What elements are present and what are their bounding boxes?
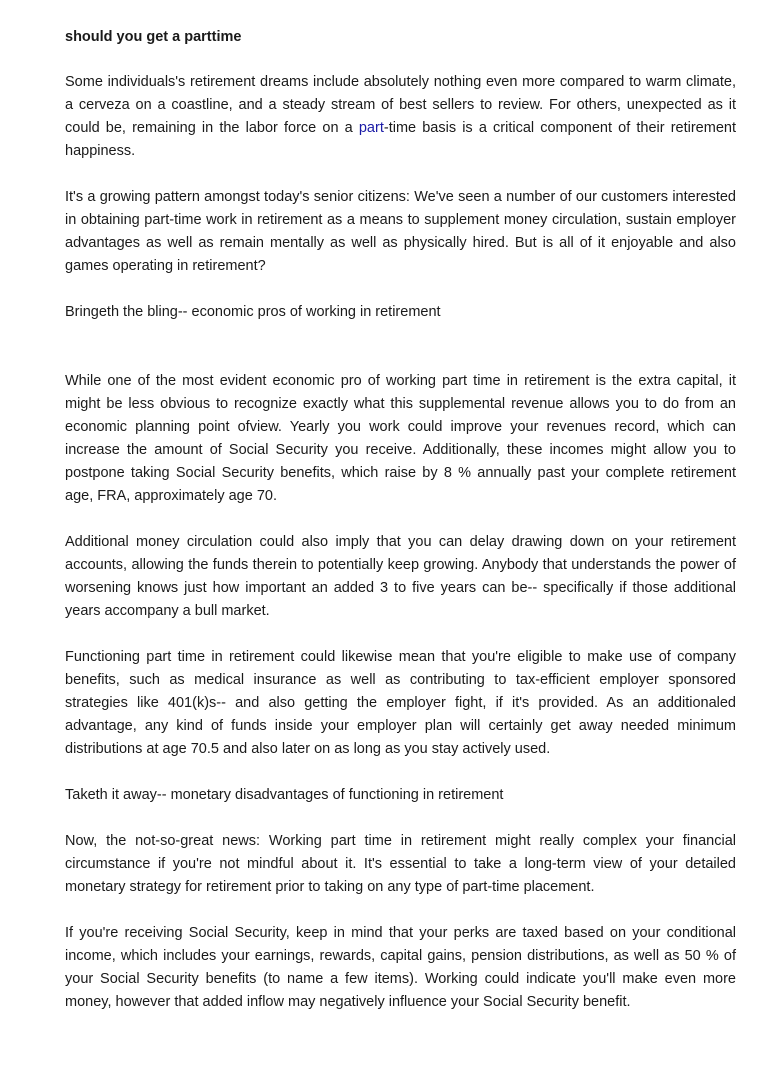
document-page	[65, 26, 736, 1014]
paragraph-7: If you're receiving Social Security, keep in mind that your perks are taxed based on your conditional income, which includes your earnings, rewards, capital gains, pension distributions, as well as 50 % of your Social Security benefits (to name a few items). Working could indicate you'll make even more money, however that added inflow may negatively influence your Social Security benefit.	[65, 925, 736, 1010]
paragraph-1-text-before: Some individuals's retirement dreams include absolutely nothing even more compared to warm climate, a cerveza on a coastline, and a steady stream of best sellers to review. For others, unexpected as it could be, remaining in the labor force on a	[65, 74, 736, 136]
part-link[interactable]: part	[358, 120, 384, 136]
document-title: should you get a parttime	[65, 29, 242, 45]
section-heading-cons: Taketh it away-- monetary disadvantages of functioning in retirement	[65, 787, 504, 803]
paragraph-5: Functioning part time in retirement could likewise mean that you're eligible to make use of company benefits, such as medical insurance as well as contributing to tax-efficient employer sponsored strategies like 401(k)s-- and also getting the employer fight, if it's provided. As an additionaled advantage, any kind of funds inside your employer plan will certainly get away needed minimum distributions at age 70.5 and also later on as long as you stay actively used.	[65, 649, 736, 757]
section-heading-pros: Bringeth the bling-- economic pros of working in retirement	[65, 304, 441, 320]
paragraph-4: Additional money circulation could also imply that you can delay drawing down on your retirement accounts, allowing the funds therein to potentially keep growing. Anybody that understands the power of worsening knows just how important an added 3 to five years can be-- specifically if those additional years accompany a bull market.	[65, 534, 736, 619]
paragraph-1-text-after: -time basis is a critical component of their retirement happiness.	[65, 120, 736, 159]
paragraph-3: While one of the most evident economic pro of working part time in retirement is the extra capital, it might be less obvious to recognize exactly what this supplemental revenue allows you to do from an economic planning point ofview. Yearly you work could improve your revenues record, which can increase the amount of Social Security you receive. Additionally, these incomes might allow you to postpone taking Social Security benefits, which raise by 8 % annually past your complete retirement age, FRA, approximately age 70.	[65, 373, 736, 504]
paragraph-1	[65, 71, 736, 163]
paragraph-6: Now, the not-so-great news: Working part time in retirement might really complex your financial circumstance if you're not mindful about it. It's essential to take a long-term view of your detailed monetary strategy for retirement prior to taking on any type of part-time placement.	[65, 833, 736, 895]
paragraph-2: It's a growing pattern amongst today's senior citizens: We've seen a number of our customers interested in obtaining part-time work in retirement as a means to supplement money circulation, sustain employer advantages as well as remain mentally as well as physically hired. But is all of it enjoyable and also games operating in retirement?	[65, 189, 736, 274]
